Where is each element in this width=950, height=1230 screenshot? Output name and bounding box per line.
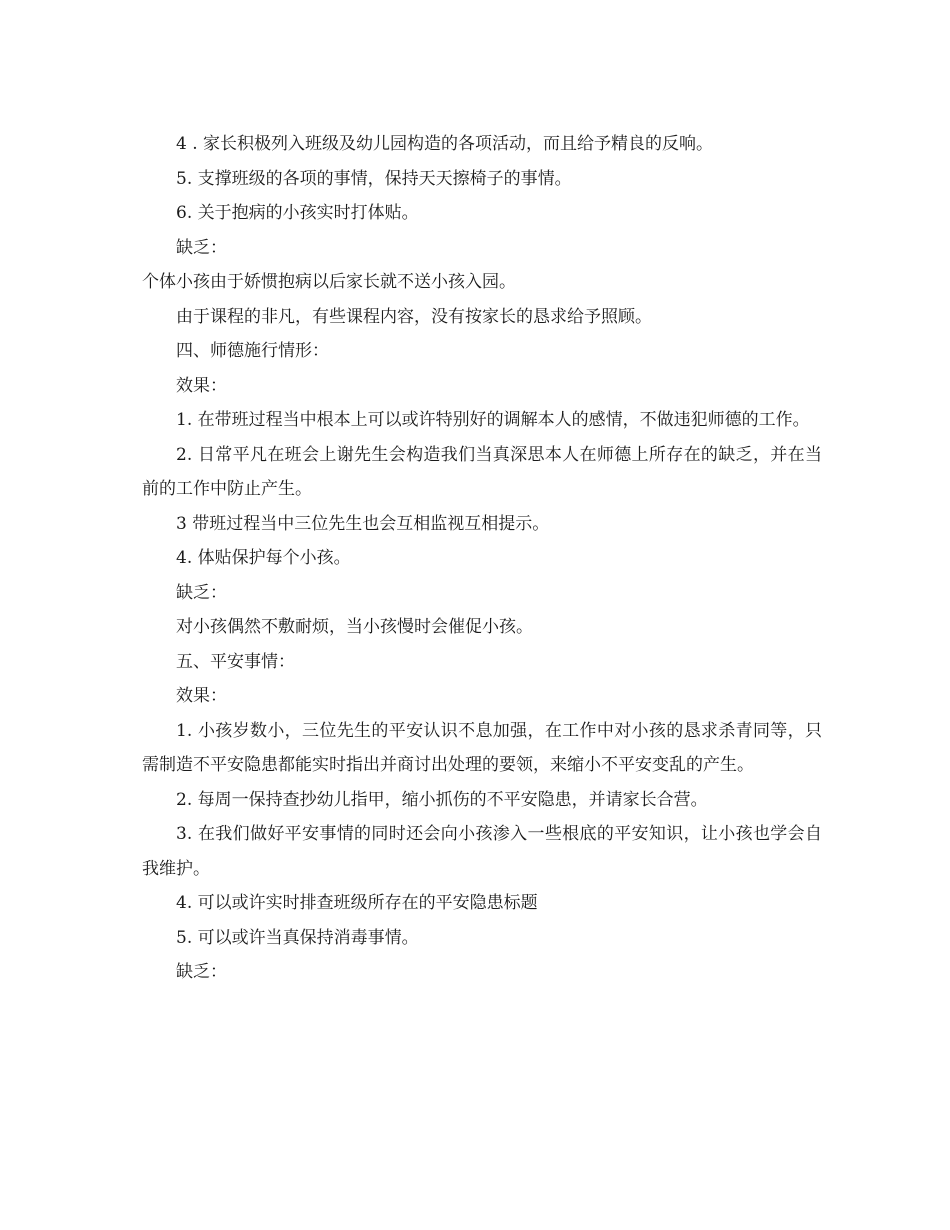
heading-shortcomings-2: 缺乏：	[176, 582, 227, 603]
paragraph-parent-activities: 4 . 家长积极列入班级及幼儿园构造的各项活动，而且给予精良的反响。	[176, 134, 714, 154]
paragraph-safety-5: 5. 可以或许当真保持消毒事情。	[176, 927, 419, 948]
paragraph-ethics-3: 3 带班过程当中三位先生也会互相监视互相提示。	[176, 513, 550, 534]
paragraph-safety-1: 1. 小孩岁数小，三位先生的平安认识不息加强，在工作中对小孩的恳求杀青同等，只需制造不平安隐患都能实时指出并商讨出处理的要领，来缩小不平安变乱的产生。	[142, 720, 822, 775]
section-heading-teacher-ethics: 四、师德施行情形：	[176, 341, 329, 361]
paragraph-support-class: 5. 支撑班级的各项的事情，保持天天擦椅子的事情。	[176, 168, 572, 189]
section-heading-safety: 五、平安事情：	[176, 651, 295, 672]
document-body	[142, 127, 822, 990]
paragraph-safety-3: 3. 在我们做好平安事情的同时还会向小孩渗入一些根底的平安知识，让小孩也学会自我维护。	[142, 824, 822, 879]
paragraph-shortcoming-curriculum: 由于课程的非凡，有些课程内容，没有按家长的恳求给予照顾。	[176, 306, 652, 327]
paragraph-ethics-1: 1. 在带班过程当中根本上可以或许特别好的调解本人的感情，不做违犯师德的工作。	[176, 410, 810, 430]
paragraph-sick-children: 6. 关于抱病的小孩实时打体贴。	[176, 203, 419, 223]
heading-shortcomings-3: 缺乏：	[176, 962, 227, 982]
heading-shortcomings-1: 缺乏：	[176, 237, 227, 258]
paragraph-ethics-4: 4. 体贴保护每个小孩。	[176, 548, 351, 568]
paragraph-safety-4: 4. 可以或许实时排查班级所存在的平安隐患标题	[176, 893, 538, 913]
heading-results-ethics: 效果：	[176, 375, 227, 396]
heading-results-safety: 效果：	[176, 686, 227, 706]
paragraph-shortcoming-attendance: 个体小孩由于娇惯抱病以后家长就不送小孩入园。	[142, 272, 516, 292]
paragraph-shortcoming-patience: 对小孩偶然不敷耐烦，当小孩慢时会催促小孩。	[176, 617, 533, 637]
paragraph-ethics-2: 2. 日常平凡在班会上谢先生会构造我们当真深思本人在师德上所存在的缺乏，并在当前的工作中防止产生。	[142, 444, 822, 499]
paragraph-safety-2: 2. 每周一保持查抄幼儿指甲，缩小抓伤的不平安隐患，并请家长合营。	[176, 789, 708, 810]
